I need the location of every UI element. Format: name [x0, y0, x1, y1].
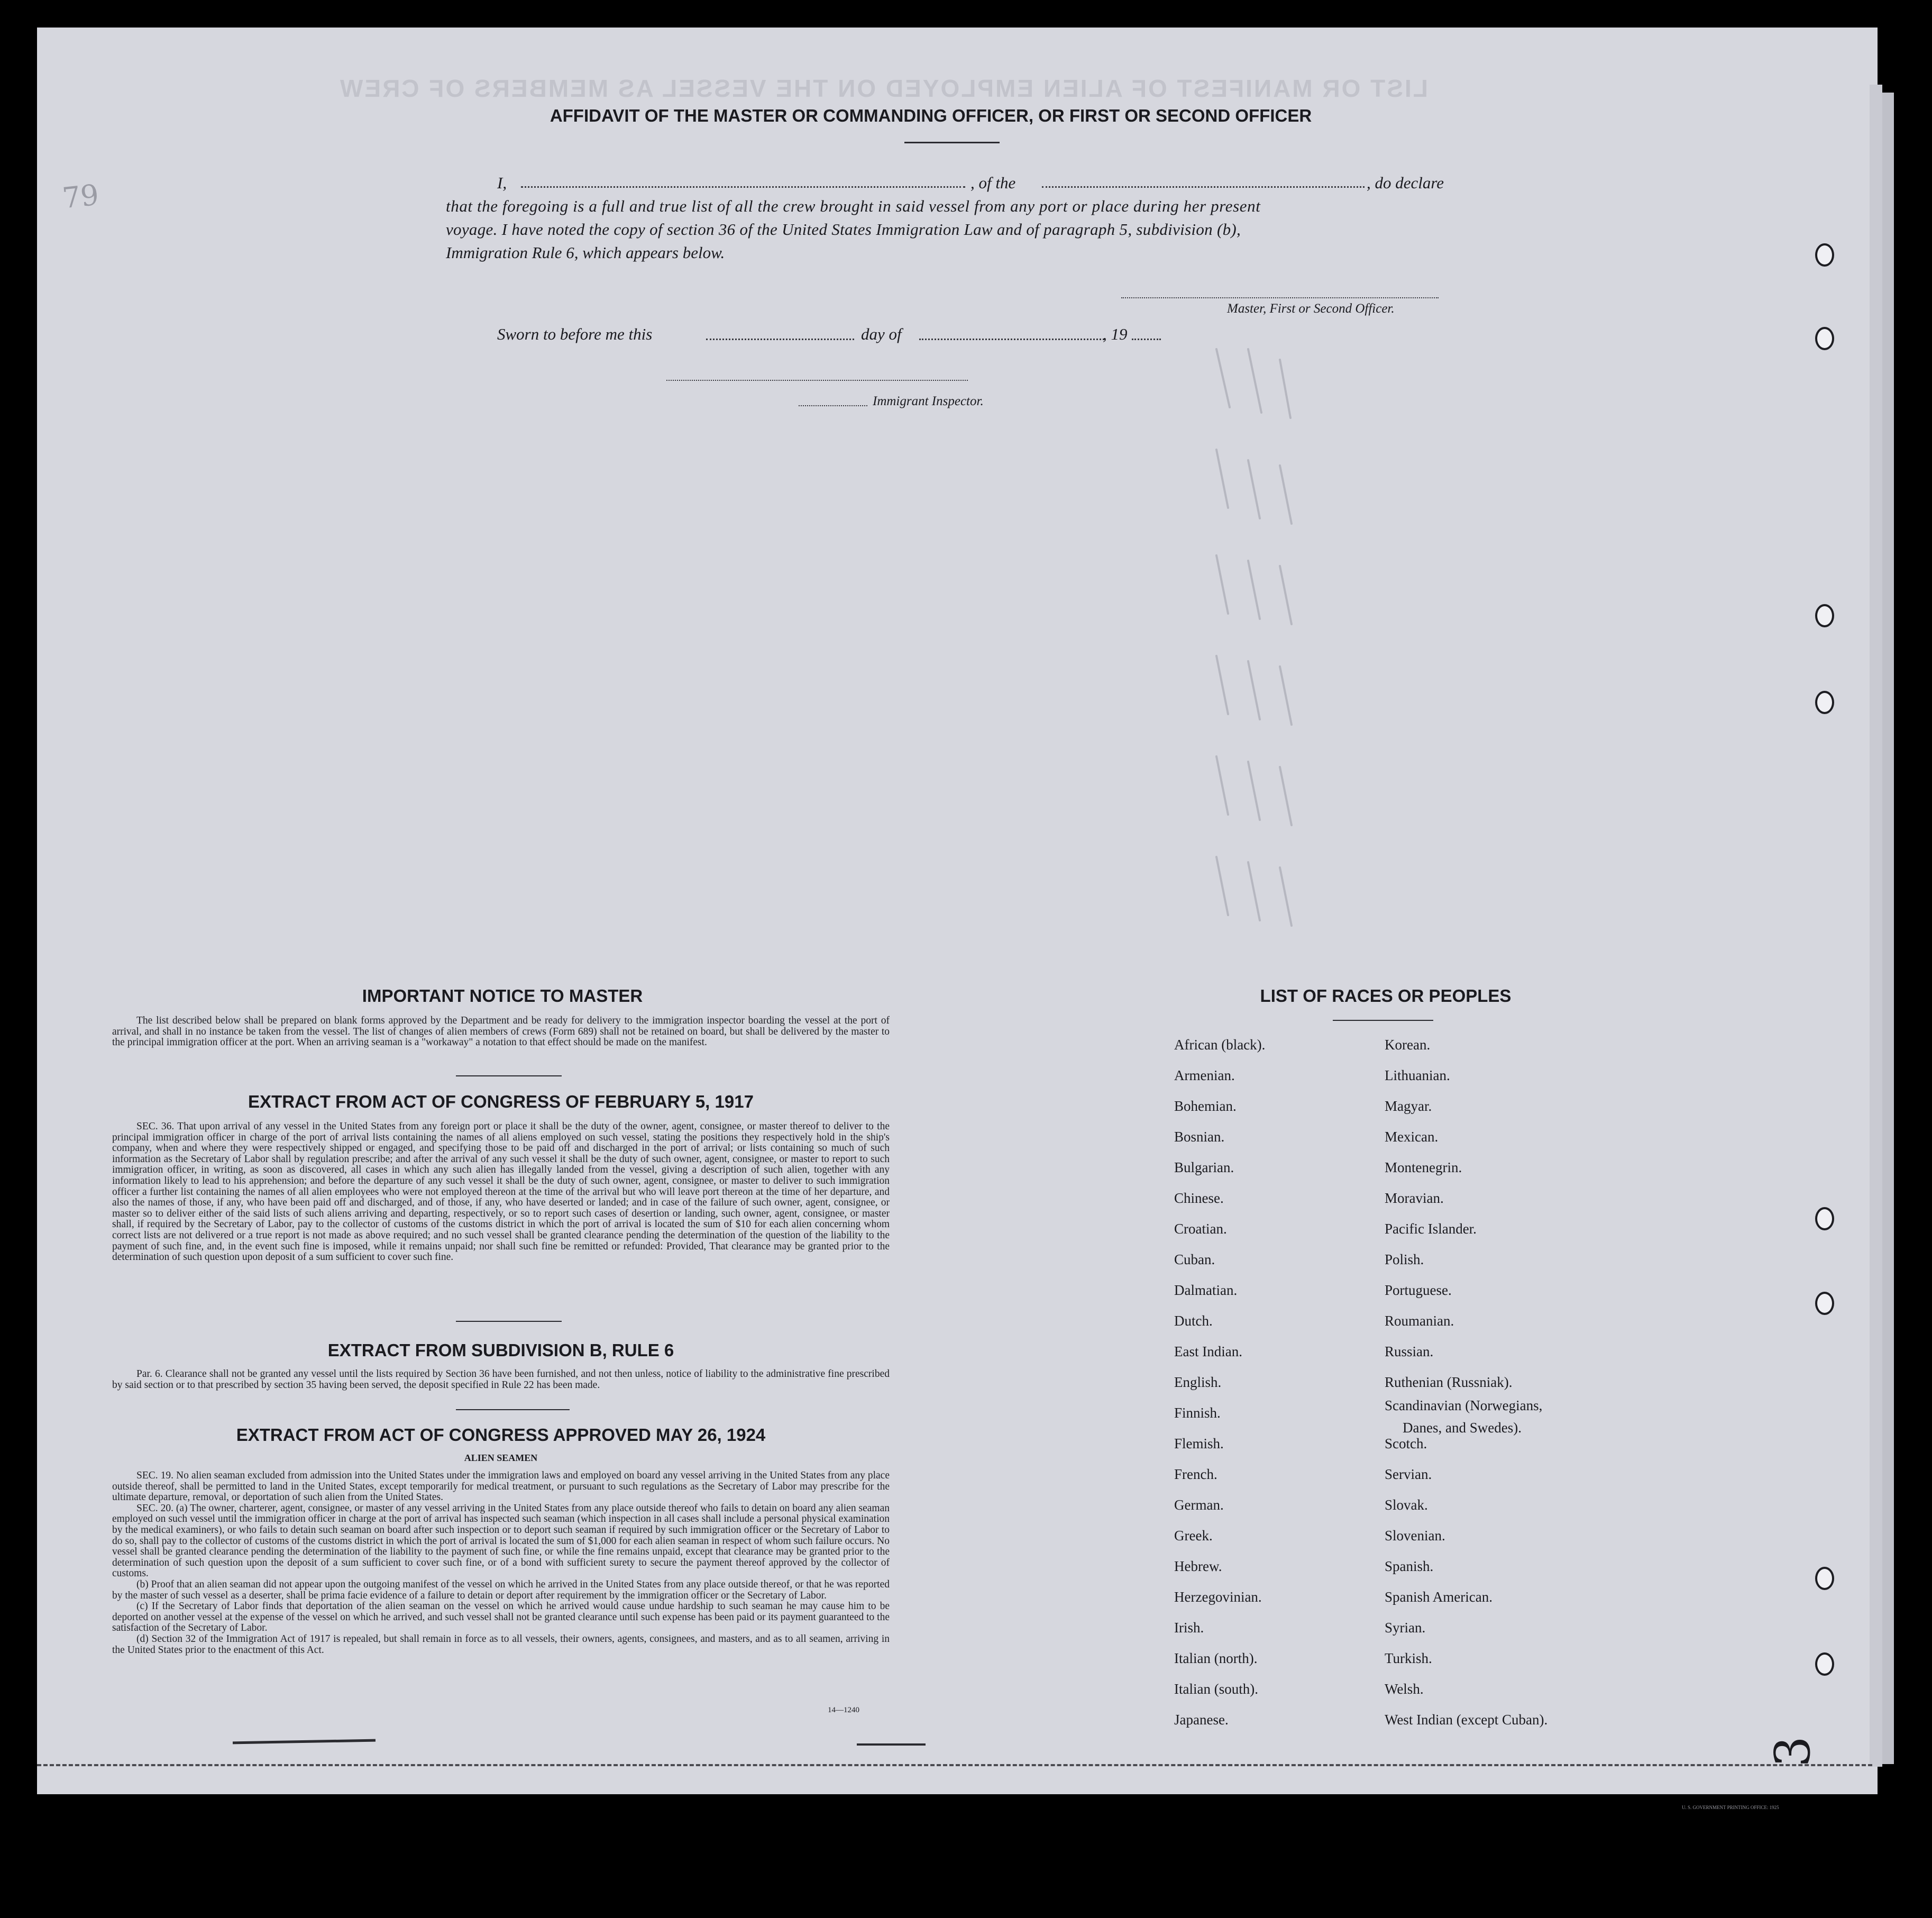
subdivision-rule — [456, 1409, 570, 1410]
vessel-field[interactable] — [1042, 186, 1365, 188]
race-item: Croatian. — [1174, 1221, 1227, 1237]
race-item: Pacific Islander. — [1385, 1221, 1477, 1237]
race-item: Cuban. — [1174, 1252, 1215, 1267]
race-item: Moravian. — [1385, 1190, 1444, 1206]
bottom-edge — [37, 1764, 1872, 1766]
notice-heading: IMPORTANT NOTICE TO MASTER — [362, 986, 643, 1006]
binder-hole — [1815, 1567, 1834, 1590]
edge-mark — [857, 1743, 926, 1746]
race-item: Polish. — [1385, 1252, 1424, 1267]
race-item: Korean. — [1385, 1037, 1431, 1053]
sworn-day-of: day of — [861, 325, 902, 343]
race-item: Bulgarian. — [1174, 1159, 1234, 1175]
signature-caption: Master, First or Second Officer. — [1227, 302, 1395, 316]
extract-1924-body — [112, 1471, 890, 1656]
sec-20a-paragraph: SEC. 20. (a) The owner, charterer, agent, consignee, or master of any vessel arriving in the United States from any place outside thereof who fails to detain on board any alien seaman employed on such vessel until the immigration officer in charge at the port of arrival has inspected such seaman (which inspection in all cases shall include a personal physical examination by the medical examiners), or who fails to detain such seaman on board after such inspection or to deport such seaman if required by such immigration officer or the Secretary of Labor to do so, shall pay to the collector of customs of the customs district in which the port of arrival is located the sum of $1,000 for each alien seaman in respect of whom such failure occurs. No vessel shall be granted clearance pending the determination of the liability to the payment of such fine, or while the fine remains unpaid, except that clearance may be granted prior to the determination of such question upon the deposit of a sum sufficient to cover such fine, or of a bond with sufficient surety to secure the payment thereof approved by the collector of customs. — [112, 1502, 890, 1579]
race-item: Finnish. — [1174, 1405, 1221, 1421]
race-item: Spanish. — [1385, 1558, 1434, 1574]
sec-19-paragraph: SEC. 19. No alien seaman excluded from admission into the United States under the immigration laws and employed on board any vessel arriving in the United States from any place outside thereof, shall be permitted to land in the United States, except temporarily for medical treatment, or pursuant to such regulations as the Secretary of Labor may prescribe for the ultimate departure, removal, or deportation of such alien from the United States. — [112, 1470, 890, 1503]
race-item: African (black). — [1174, 1037, 1266, 1053]
sec-20c-paragraph: (c) If the Secretary of Labor finds that deportation of the alien seaman on the vessel on which he arrived would cause undue hardship to such seaman he may cause him to be deported on another vessel at the expense of the vessel on which he arrived, and such vessel shall not be granted clearance until such expense has been paid or its payment guaranteed to the satisfaction of the Secretary of Labor. — [112, 1601, 890, 1634]
affidavit-line4: Immigration Rule 6, which appears below. — [446, 243, 725, 262]
binder-hole — [1815, 327, 1834, 350]
extract-1917-heading: EXTRACT FROM ACT OF CONGRESS OF FEBRUARY 5, 1917 — [248, 1092, 754, 1111]
race-item: Syrian. — [1385, 1620, 1426, 1636]
race-item: Scandinavian (Norwegians, — [1385, 1398, 1543, 1413]
sec-20d-paragraph: (d) Section 32 of the Immigration Act of 1917 is repealed, but shall remain in force as to all vessels, their owners, agents, consignees, and masters, and as to all seamen, arriving in the United States prior to the enactment of this Act. — [112, 1633, 890, 1656]
name-field[interactable] — [521, 186, 965, 188]
race-item: Ruthenian (Russniak). — [1385, 1374, 1513, 1390]
race-item: Greek. — [1174, 1528, 1213, 1543]
race-item: Lithuanian. — [1385, 1067, 1450, 1083]
sworn-day-field[interactable] — [706, 339, 854, 340]
races-heading: LIST OF RACES OR PEOPLES — [1260, 986, 1512, 1006]
affidavit-i: I, — [497, 173, 507, 192]
binder-hole — [1815, 1652, 1834, 1676]
race-item: Dalmatian. — [1174, 1282, 1238, 1298]
sec-20b-paragraph: (b) Proof that an alien seaman did not appear upon the outgoing manifest of the vessel on which he arrived in the United States from any place outside thereof, or that he was reported by the master of such vessel as a deserter, shall be prima facie evidence of a failure to detain or deport after requirement by the immigration officer or the Secretary of Labor. — [112, 1578, 890, 1601]
race-item: Italian (north). — [1174, 1650, 1258, 1666]
signature-line[interactable] — [1121, 297, 1439, 298]
race-item: Herzegovinian. — [1174, 1589, 1262, 1605]
ditto-marks — [1201, 328, 1349, 963]
extract-1917-rule — [456, 1321, 562, 1322]
races-rule — [1333, 1020, 1433, 1021]
inspector-line-short — [799, 405, 867, 406]
subdivision-body — [112, 1369, 890, 1391]
sworn-year-prefix: , 19 — [1103, 325, 1128, 343]
race-item: Slovenian. — [1385, 1528, 1445, 1543]
race-item: German. — [1174, 1497, 1224, 1513]
race-item: Chinese. — [1174, 1190, 1224, 1206]
notice-paragraph: The list described below shall be prepared on blank forms approved by the Department and be ready for delivery to the immigration inspector boarding the vessel at the port of arrival, and shall in no instance be taken from the vessel. The list of changes of alien members of crews (Form 689) shall not be retained on board, but shall be delivered by the master to the principal immigration officer at the port. When an arriving seaman is a "workaway" a notation to that effect should be made on the manifest. — [112, 1015, 890, 1048]
race-item: French. — [1174, 1466, 1217, 1482]
margin-note: 79 — [60, 178, 100, 215]
binder-hole — [1815, 243, 1834, 267]
race-item: Danes, and Swedes). — [1403, 1420, 1522, 1436]
affidavit-heading: AFFIDAVIT OF THE MASTER OR COMMANDING OFFICER, OR FIRST OR SECOND OFFICER — [550, 106, 1312, 125]
extract-1917-body — [112, 1121, 890, 1263]
binder-hole — [1815, 604, 1834, 627]
race-item: Armenian. — [1174, 1067, 1235, 1083]
affidavit-declare: , do declare — [1367, 173, 1444, 192]
race-item: Russian. — [1385, 1344, 1434, 1359]
inspector-line[interactable] — [666, 380, 968, 381]
race-item: Servian. — [1385, 1466, 1432, 1482]
extract-1917-paragraph: SEC. 36. That upon arrival of any vessel in the United States from any foreign port or place it shall be the duty of the owner, agent, consignee, or master thereof to deliver to the principal immigration officer in charge of the port of arrival lists containing the names of all aliens employed on such vessel, stating the positions they respectively hold in the ship's company, when and where they were respectively shipped or engaged, and specifying those to be paid off and discharged in the port of arrival; or lists containing so much of such information as the Secretary of Labor shall by regulation prescribe; and after the arrival of any such vessel it shall be the duty of such owner, agent, consignee, or master to report to such immigration officer, in writing, as soon as discovered, all cases in which any such alien has illegally landed from the vessel, giving a description of such alien, together with any information likely to lead to his apprehension; and before the departure of any such vessel it shall be the duty of such owner, agent, consignee, or master to deliver to such immigration officer a further list containing the names of all alien employees who were not employed thereon at the time of the arrival but who will leave port thereon at the time of her departure, and also the names of those, if any, who have been paid off and discharged, and of those, if any, who have deserted or landed; and in case of the failure of such owner, agent, consignee, or master so to deliver either of the said lists of such aliens arriving and departing, respectively, or so to report such cases of desertion or landing, such owner, agent, consignee, or master shall, if required by the Secretary of Labor, pay to the collector of customs of the customs district in which the port of arrival is located the sum of $10 for each alien concerning whom correct lists are not delivered or a true report is not made as above required; and no such vessel shall be granted clearance pending the determination of the question of the liability to the payment of such fine, and, in the event such fine is imposed, while it remains unpaid; nor shall such fine be remitted or refunded: Provided, That clearance may be granted prior to the determination of such question upon deposit of a sum sufficient to cover such fine. — [112, 1121, 890, 1263]
extract-1924-subheading: ALIEN SEAMEN — [464, 1453, 538, 1463]
race-item: West Indian (except Cuban). — [1385, 1712, 1548, 1728]
affidavit-of-the: , of the — [970, 173, 1016, 192]
binder-hole — [1815, 1292, 1834, 1315]
race-item: Hebrew. — [1174, 1558, 1222, 1574]
race-item: Magyar. — [1385, 1098, 1432, 1114]
inspector-caption: Immigrant Inspector. — [873, 394, 984, 408]
race-item: Dutch. — [1174, 1313, 1213, 1329]
affidavit-line2: that the foregoing is a full and true list of all the crew brought in said vessel from any port or place during her present — [446, 197, 1261, 215]
race-item: Italian (south). — [1174, 1681, 1258, 1697]
sworn-month-field[interactable] — [919, 339, 1104, 340]
affidavit-line3: voyage. I have noted the copy of section 36 of the United States Immigration Law and of paragraph 5, subdivision (b), — [446, 220, 1241, 239]
binder-hole — [1815, 1207, 1834, 1230]
race-item: Portuguese. — [1385, 1282, 1452, 1298]
race-item: Japanese. — [1174, 1712, 1229, 1728]
subdivision-paragraph: Par. 6. Clearance shall not be granted any vessel until the lists required by Section 36 have been furnished, and not then unless, notice of liability to the administrative fine prescribed by said section or to that prescribed by section 35 having been served, the deposit specified in Rule 22 has been made. — [112, 1368, 890, 1391]
race-item: Irish. — [1174, 1620, 1204, 1636]
race-item: Montenegrin. — [1385, 1159, 1462, 1175]
notice-body — [112, 1016, 890, 1048]
race-item: Slovak. — [1385, 1497, 1428, 1513]
page-edge-back — [1882, 93, 1894, 1764]
race-item: Spanish American. — [1385, 1589, 1493, 1605]
race-item: English. — [1174, 1374, 1222, 1390]
race-item: Flemish. — [1174, 1436, 1224, 1451]
sworn-year-field[interactable] — [1132, 339, 1161, 340]
printer-imprint: U. S. GOVERNMENT PRINTING OFFICE: 1925 — [1682, 1805, 1779, 1810]
show-through-text: LIST OR MANIFEST OF ALIEN EMPLOYED ON THE VESSEL AS MEMBERS OF CREW — [338, 75, 1428, 102]
race-item: Bosnian. — [1174, 1129, 1225, 1145]
race-item: Scotch. — [1385, 1436, 1427, 1451]
notice-rule — [456, 1075, 562, 1076]
race-item: Roumanian. — [1385, 1313, 1454, 1329]
race-item: Turkish. — [1385, 1650, 1432, 1666]
extract-1924-heading: EXTRACT FROM ACT OF CONGRESS APPROVED MAY 26, 1924 — [236, 1425, 766, 1445]
page-number: 3 — [1764, 1736, 1821, 1767]
affidavit-rule — [904, 142, 1000, 143]
race-item: Welsh. — [1385, 1681, 1424, 1697]
subdivision-heading: EXTRACT FROM SUBDIVISION B, RULE 6 — [327, 1340, 674, 1360]
form-number: 14—1240 — [828, 1706, 859, 1714]
sworn-label: Sworn to before me this — [497, 325, 653, 343]
race-item: East Indian. — [1174, 1344, 1242, 1359]
race-item: Mexican. — [1385, 1129, 1439, 1145]
race-item: Bohemian. — [1174, 1098, 1237, 1114]
page-edge — [1870, 85, 1882, 1767]
binder-hole — [1815, 691, 1834, 714]
